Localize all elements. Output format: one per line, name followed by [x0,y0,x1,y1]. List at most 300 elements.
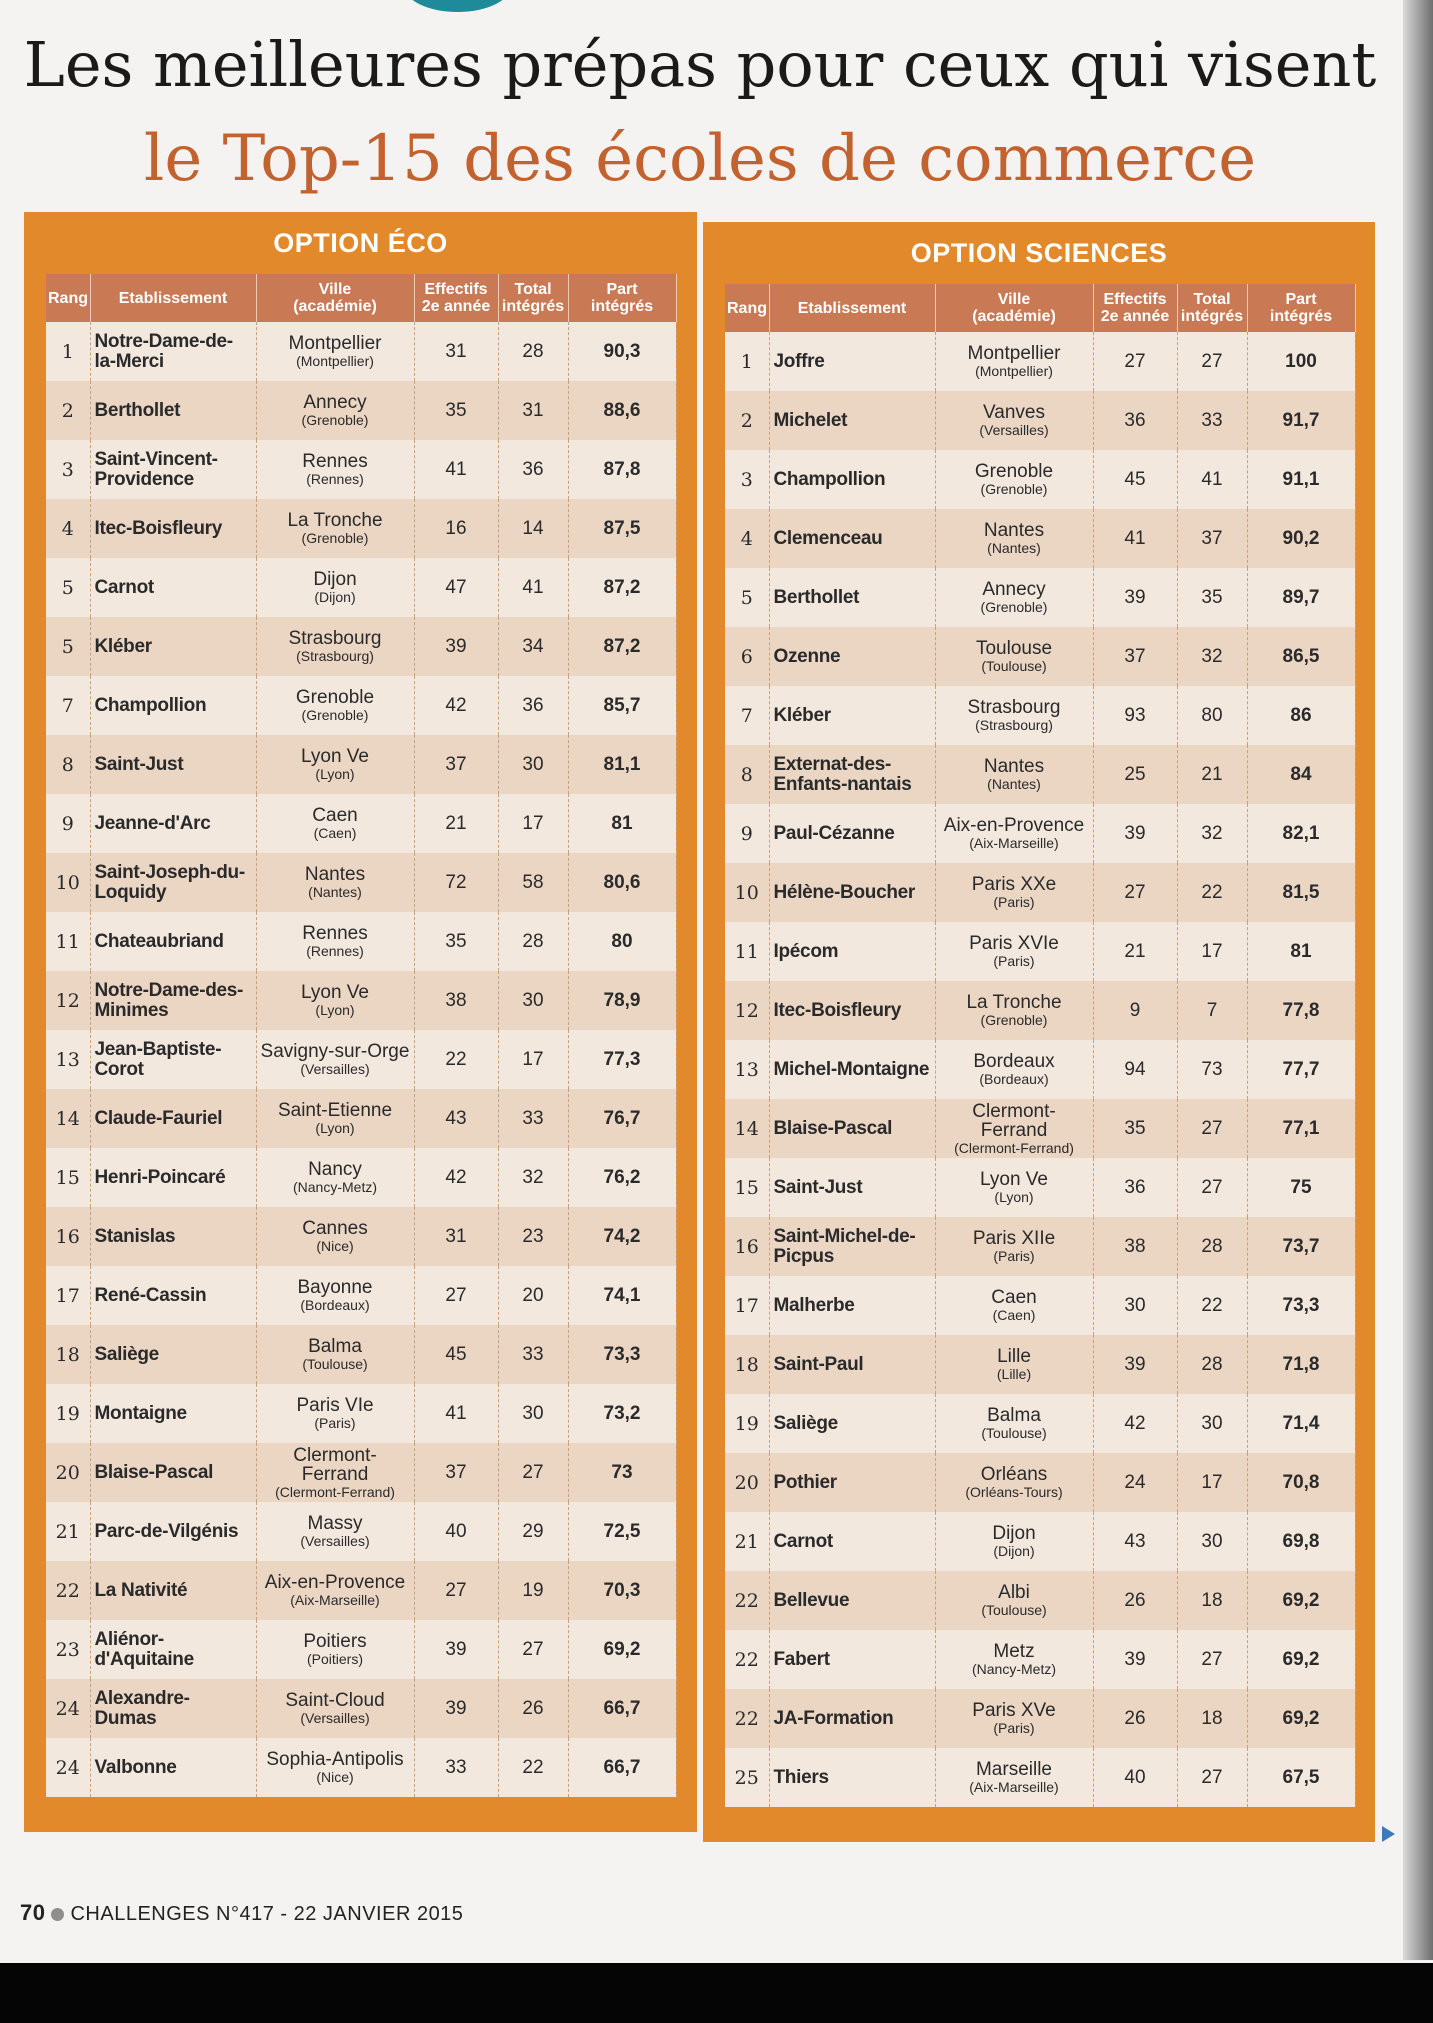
cell-total-integres: 7 [1177,981,1247,1040]
cell-part-integres: 77,7 [1247,1040,1355,1099]
col-header-total [498,274,568,322]
cell-part-integres: 90,3 [568,322,676,381]
cell-ville-name: Toulouse [975,638,1053,659]
cell-total-integres: 33 [498,1325,568,1384]
cell-total-integres: 33 [498,1089,568,1148]
scan-bottom-band [0,1963,1433,2023]
cell-ville-name: Poitiers [303,1631,367,1652]
cell-rang: 6 [725,627,769,686]
cell-ville-name: Montpellier [967,343,1061,364]
cell-effectifs: 35 [1093,1099,1177,1158]
table-row [725,1630,1355,1689]
cell-ville [935,1217,1093,1276]
cell-ville-name: Clermont-Ferrand [972,1100,1056,1141]
table-row [725,981,1355,1040]
cell-effectifs: 27 [1093,863,1177,922]
cell-rang: 2 [46,381,90,440]
cell-total-integres: 22 [1177,863,1247,922]
cell-ville [256,1266,414,1325]
cell-part-integres: 84 [1247,745,1355,804]
cell-etablissement: Saliège [90,1325,256,1384]
table-option-eco [46,274,677,1797]
cell-ville-name: Rennes [302,923,368,944]
table-row [46,1738,676,1797]
cell-effectifs: 35 [414,381,498,440]
cell-part-integres: 70,8 [1247,1453,1355,1512]
table-row [46,1561,676,1620]
cell-academie: (Aix-Marseille) [969,1779,1059,1795]
cell-total-integres: 28 [498,912,568,971]
cell-ville-name: Paris XXe [971,874,1057,895]
cell-effectifs: 42 [1093,1394,1177,1453]
cell-etablissement: Carnot [769,1512,935,1571]
cell-ville [256,499,414,558]
cell-part-integres: 70,3 [568,1561,676,1620]
cell-rang: 12 [46,971,90,1030]
table-row [725,686,1355,745]
col-header-ville [935,284,1093,332]
cell-academie: (Clermont-Ferrand) [275,1483,395,1500]
cell-rang: 7 [725,686,769,745]
cell-effectifs: 27 [1093,332,1177,391]
cell-part-integres: 73,3 [1247,1276,1355,1335]
table-row [46,440,676,499]
cell-total-integres: 28 [1177,1335,1247,1394]
cell-part-integres: 81 [568,794,676,853]
cell-academie: (Toulouse) [981,1602,1047,1618]
cell-total-integres: 36 [498,676,568,735]
cell-etablissement: Jeanne-d'Arc [90,794,256,853]
cell-etablissement: La Nativité [90,1561,256,1620]
cell-academie: (Lyon) [994,1189,1034,1205]
col-header-part-l2: intégrés [1269,308,1333,325]
cell-effectifs: 39 [414,617,498,676]
col-header-ville-l1: Ville [318,281,352,298]
cell-effectifs: 27 [414,1266,498,1325]
cell-etablissement: Stanislas [90,1207,256,1266]
cell-etablissement: René-Cassin [90,1266,256,1325]
cell-rang: 14 [46,1089,90,1148]
cell-academie: (Grenoble) [301,530,369,546]
cell-part-integres: 72,5 [568,1502,676,1561]
cell-total-integres: 27 [1177,1630,1247,1689]
table-row [725,1335,1355,1394]
cell-effectifs: 42 [414,676,498,735]
cell-part-integres: 91,7 [1247,391,1355,450]
cell-academie: (Strasbourg) [975,717,1053,733]
cell-effectifs: 41 [414,440,498,499]
cell-ville [256,1207,414,1266]
cell-academie: (Nancy-Metz) [292,1179,377,1195]
cell-etablissement: Michel-Montaigne [769,1040,935,1099]
cell-total-integres: 32 [498,1148,568,1207]
cell-etablissement: Berthollet [769,568,935,627]
cell-ville [935,981,1093,1040]
cell-total-integres: 17 [498,1030,568,1089]
cell-rang: 3 [725,450,769,509]
cell-academie: (Grenoble) [980,1012,1048,1028]
cell-ville [935,1158,1093,1217]
cell-effectifs: 31 [414,322,498,381]
cell-effectifs: 25 [1093,745,1177,804]
cell-ville [256,1738,414,1797]
cell-part-integres: 71,4 [1247,1394,1355,1453]
cell-ville-name: Nancy [308,1159,362,1180]
col-header-total-l1: Total [1193,291,1231,308]
col-header-part-l1: Part [1285,291,1317,308]
cell-ville [256,617,414,676]
cell-total-integres: 36 [498,440,568,499]
cell-academie: (Grenoble) [980,599,1048,615]
cell-total-integres: 58 [498,853,568,912]
cell-total-integres: 26 [498,1679,568,1738]
table-row [46,499,676,558]
cell-ville-name: Nantes [983,520,1045,541]
cell-effectifs: 93 [1093,686,1177,745]
cell-effectifs: 39 [414,1620,498,1679]
cell-rang: 8 [725,745,769,804]
cell-academie: (Montpellier) [296,353,374,369]
cell-rang: 5 [725,568,769,627]
cell-ville [256,440,414,499]
cell-ville-name: Annecy [982,579,1046,600]
cell-rang: 22 [725,1689,769,1748]
cell-effectifs: 39 [1093,568,1177,627]
cell-effectifs: 36 [1093,1158,1177,1217]
cell-total-integres: 80 [1177,686,1247,745]
cell-effectifs: 30 [1093,1276,1177,1335]
table-row [725,568,1355,627]
col-header-total-l1: Total [514,281,552,298]
cell-etablissement: Saliège [769,1394,935,1453]
cell-ville-name: Sophia-Antipolis [266,1749,404,1770]
cell-etablissement: Aliénor-d'Aquitaine [90,1620,256,1679]
cell-ville-name: Clermont-Ferrand [293,1444,377,1485]
cell-part-integres: 71,8 [1247,1335,1355,1394]
cell-ville-name: Bayonne [297,1277,373,1298]
cell-total-integres: 18 [1177,1689,1247,1748]
cell-academie: (Montpellier) [975,363,1053,379]
cell-effectifs: 21 [1093,922,1177,981]
cell-etablissement: Claude-Fauriel [90,1089,256,1148]
cell-rang: 9 [725,804,769,863]
cell-academie: (Orléans-Tours) [965,1484,1063,1500]
cell-rang: 21 [725,1512,769,1571]
table-row [46,1207,676,1266]
col-header-ville-l2: (académie) [293,298,377,315]
cell-part-integres: 67,5 [1247,1748,1355,1807]
cell-academie: (Strasbourg) [296,648,374,664]
cell-etablissement: Fabert [769,1630,935,1689]
cell-part-integres: 85,7 [568,676,676,735]
cell-etablissement: Ipécom [769,922,935,981]
cell-part-integres: 77,8 [1247,981,1355,1040]
cell-etablissement: Pothier [769,1453,935,1512]
cell-total-integres: 37 [1177,509,1247,568]
cell-ville [256,1030,414,1089]
cell-academie: (Grenoble) [301,707,369,723]
table-row [725,1453,1355,1512]
cell-effectifs: 37 [414,1443,498,1502]
cell-total-integres: 31 [498,381,568,440]
cell-part-integres: 78,9 [568,971,676,1030]
table-row [725,450,1355,509]
cell-ville-name: Annecy [303,392,367,413]
col-header-total-l2: intégrés [1180,308,1244,325]
table-row [725,509,1355,568]
cell-part-integres: 87,8 [568,440,676,499]
table-row [725,745,1355,804]
cell-total-integres: 30 [498,735,568,794]
cell-rang: 2 [725,391,769,450]
cell-academie: (Nantes) [987,776,1041,792]
cell-part-integres: 73,7 [1247,1217,1355,1276]
table-header-row [725,284,1355,332]
cell-ville-name: Grenoble [295,687,375,708]
cell-academie: (Nice) [316,1769,354,1785]
cell-ville-name: Dijon [313,569,357,590]
cell-ville [256,1325,414,1384]
cell-total-integres: 27 [498,1443,568,1502]
cell-effectifs: 40 [1093,1748,1177,1807]
cell-effectifs: 72 [414,853,498,912]
cell-ville [256,322,414,381]
cell-effectifs: 41 [1093,509,1177,568]
cell-etablissement: Henri-Poincaré [90,1148,256,1207]
table-row [725,1394,1355,1453]
cell-ville-name: Paris XVe [972,1700,1056,1721]
cell-etablissement: Bellevue [769,1571,935,1630]
cell-ville-name: Lyon Ve [301,982,369,1003]
cell-total-integres: 19 [498,1561,568,1620]
cell-effectifs: 94 [1093,1040,1177,1099]
cell-ville-name: Rennes [302,451,368,472]
col-header-effectifs [414,274,498,322]
cell-ville [935,1630,1093,1689]
cell-part-integres: 87,2 [568,558,676,617]
cell-rang: 11 [725,922,769,981]
table-row [725,863,1355,922]
cell-part-integres: 88,6 [568,381,676,440]
cell-etablissement: Thiers [769,1748,935,1807]
cell-rang: 19 [46,1384,90,1443]
cell-rang: 11 [46,912,90,971]
cell-rang: 1 [46,322,90,381]
cell-academie: (Versailles) [300,1061,370,1077]
panel-title-eco: OPTION ÉCO [273,228,448,258]
cell-ville-name: La Tronche [966,992,1062,1013]
cell-total-integres: 30 [1177,1394,1247,1453]
cell-academie: (Dijon) [314,589,356,605]
magazine-issue: CHALLENGES N°417 - 22 JANVIER 2015 [70,1903,464,1925]
cell-etablissement: Hélène-Boucher [769,863,935,922]
cell-academie: (Clermont-Ferrand) [954,1139,1074,1156]
cell-academie: (Grenoble) [980,481,1048,497]
bullet-dot-icon [51,1908,64,1921]
cell-academie: (Nice) [316,1238,354,1254]
col-header-total-l2: intégrés [501,298,565,315]
cell-academie: (Paris) [993,953,1035,969]
cell-ville-name: La Tronche [287,510,383,531]
col-header-effectifs-l2: 2e année [1100,308,1170,325]
cell-etablissement: Saint-Just [769,1158,935,1217]
page-number: 70 [20,1900,46,1925]
cell-rang: 15 [46,1148,90,1207]
cell-ville [935,450,1093,509]
cell-total-integres: 32 [1177,627,1247,686]
cell-effectifs: 39 [414,1679,498,1738]
cell-effectifs: 24 [1093,1453,1177,1512]
cell-ville-name: Montpellier [288,333,382,354]
cell-etablissement: Paul-Cézanne [769,804,935,863]
cell-ville-name: Albi [998,1582,1030,1603]
cell-effectifs: 47 [414,558,498,617]
cell-rang: 10 [46,853,90,912]
col-header-part-l1: Part [606,281,638,298]
cell-effectifs: 41 [414,1384,498,1443]
table-row [46,1266,676,1325]
table-row [725,1217,1355,1276]
table-row [46,1679,676,1738]
cell-etablissement: Itec-Boisfleury [90,499,256,558]
cell-total-integres: 32 [1177,804,1247,863]
cell-total-integres: 41 [498,558,568,617]
cell-rang: 22 [725,1630,769,1689]
cell-effectifs: 43 [1093,1512,1177,1571]
cell-rang: 13 [46,1030,90,1089]
cell-effectifs: 38 [414,971,498,1030]
cell-academie: (Caen) [992,1307,1036,1323]
cell-ville-name: Vanves [983,402,1045,423]
cell-etablissement: Blaise-Pascal [769,1099,935,1158]
cell-academie: (Lille) [996,1366,1032,1382]
cell-ville [256,1620,414,1679]
cell-rang: 5 [46,617,90,676]
cell-rang: 25 [725,1748,769,1807]
cell-academie: (Nantes) [308,884,362,900]
cell-ville [935,1276,1093,1335]
cell-academie: (Bordeaux) [300,1297,370,1313]
table-row [725,1276,1355,1335]
cell-effectifs: 22 [414,1030,498,1089]
cell-total-integres: 33 [1177,391,1247,450]
cell-part-integres: 87,2 [568,617,676,676]
cell-ville-name: Caen [312,805,358,826]
cell-etablissement: Kléber [769,686,935,745]
cell-total-integres: 27 [1177,1748,1247,1807]
cell-ville-name: Orléans [980,1464,1048,1485]
cell-etablissement: Saint-Just [90,735,256,794]
cell-ville-name: Strasbourg [967,697,1061,718]
cell-total-integres: 22 [498,1738,568,1797]
cell-ville [935,1453,1093,1512]
cell-ville [935,1512,1093,1571]
cell-ville [256,794,414,853]
cell-academie: (Caen) [313,825,357,841]
cell-effectifs: 39 [1093,804,1177,863]
cell-academie: (Paris) [314,1415,356,1431]
cell-rang: 7 [46,676,90,735]
cell-ville-name: Dijon [992,1523,1036,1544]
cell-etablissement: Parc-de-Vilgénis [90,1502,256,1561]
cell-ville-name: Savigny-sur-Orge [260,1041,410,1062]
cell-etablissement: JA-Formation [769,1689,935,1748]
cell-rang: 12 [725,981,769,1040]
cell-part-integres: 66,7 [568,1738,676,1797]
table-row [46,1148,676,1207]
cell-ville-name: Lille [997,1346,1031,1367]
cell-etablissement: Itec-Boisfleury [769,981,935,1040]
cell-ville-name: Bordeaux [973,1051,1055,1072]
cell-academie: (Lyon) [315,1120,355,1136]
cell-ville [935,332,1093,391]
cell-ville [935,922,1093,981]
cell-etablissement: Carnot [90,558,256,617]
cell-total-integres: 30 [1177,1512,1247,1571]
cell-total-integres: 41 [1177,450,1247,509]
cell-rang: 17 [46,1266,90,1325]
table-row [725,804,1355,863]
col-header-rang: Rang [725,284,769,332]
cell-total-integres: 20 [498,1266,568,1325]
table-row [46,1443,676,1502]
cell-academie: (Bordeaux) [979,1071,1049,1087]
cell-rang: 18 [725,1335,769,1394]
cell-academie: (Paris) [993,1248,1035,1264]
cell-effectifs: 26 [1093,1689,1177,1748]
cell-academie: (Toulouse) [981,1425,1047,1441]
table-row [725,1689,1355,1748]
cell-part-integres: 73,3 [568,1325,676,1384]
cell-ville [935,1748,1093,1807]
cell-etablissement: Saint-Joseph-du-Loquidy [90,853,256,912]
cell-part-integres: 86 [1247,686,1355,745]
cell-academie: (Versailles) [300,1710,370,1726]
col-header-rang: Rang [46,274,90,322]
cell-academie: (Paris) [993,1720,1035,1736]
cell-ville-name: Caen [991,1287,1037,1308]
table-row [46,381,676,440]
cell-ville [935,1335,1093,1394]
cell-ville [935,1394,1093,1453]
cell-rang: 20 [46,1443,90,1502]
cell-ville [256,1089,414,1148]
cell-ville [256,1561,414,1620]
cell-ville [935,1571,1093,1630]
cell-ville [256,1679,414,1738]
cell-rang: 4 [725,509,769,568]
col-header-ville-l1: Ville [997,291,1031,308]
cell-rang: 21 [46,1502,90,1561]
col-header-effectifs-l1: Effectifs [424,281,488,298]
cell-ville [935,391,1093,450]
cell-effectifs: 33 [414,1738,498,1797]
table-header-row [46,274,676,322]
cell-part-integres: 74,2 [568,1207,676,1266]
cell-part-integres: 91,1 [1247,450,1355,509]
cell-ville-name: Metz [993,1641,1035,1662]
cell-academie: (Versailles) [300,1533,370,1549]
panel-option-eco [24,212,697,1832]
cell-etablissement: Saint-Paul [769,1335,935,1394]
cell-ville-name: Paris XIIe [972,1228,1056,1249]
cell-academie: (Rennes) [306,471,364,487]
cell-etablissement: Blaise-Pascal [90,1443,256,1502]
cell-total-integres: 17 [1177,1453,1247,1512]
cell-part-integres: 75 [1247,1158,1355,1217]
cell-part-integres: 74,1 [568,1266,676,1325]
table-row [46,617,676,676]
